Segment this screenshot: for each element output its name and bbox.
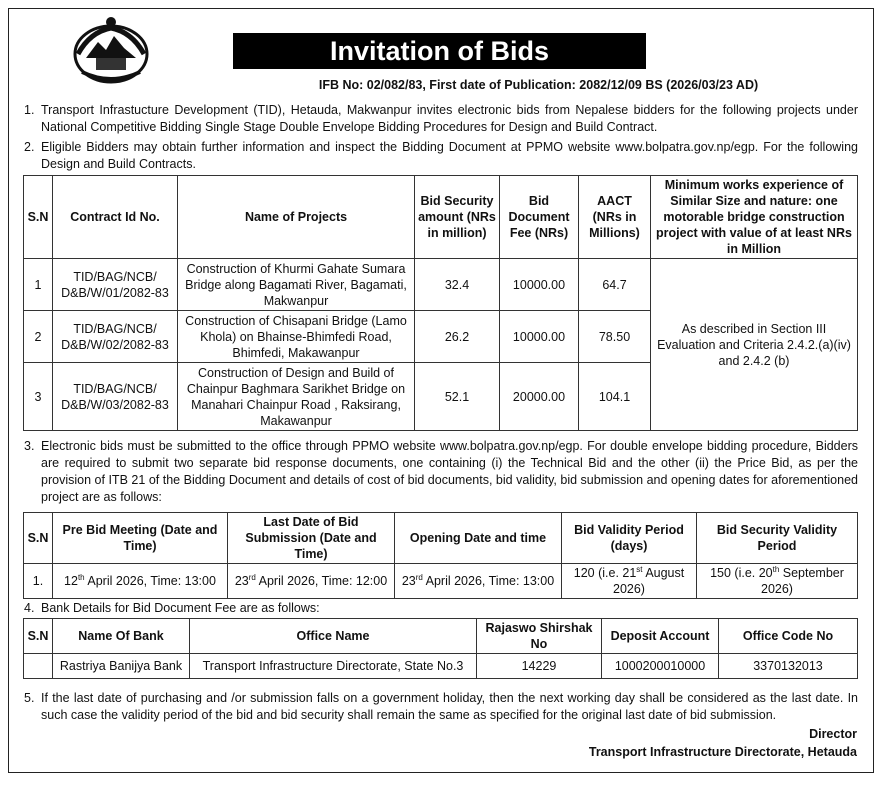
paragraph-1 xyxy=(24,102,858,136)
cell-project-name: Construction of Chisapani Bridge (Lamo Khola) on Bhainse-Bhimfedi Road, Bhimfedi, Makawanpur xyxy=(178,311,415,363)
cell-security: 26.2 xyxy=(415,311,500,363)
cell-security-validity: 150 (i.e. 20th September 2026) xyxy=(697,564,858,599)
nepal-emblem-icon xyxy=(70,14,152,88)
paragraph-text: Transport Infrastucture Development (TID), Hetauda, Makwanpur invites electronic bids from Nepalese bidders for the following projects under National Competitive Bidding Single Stage Double Envelope Bidding Procedures for Design and Build Contract. xyxy=(41,103,858,134)
cell-contract: TID/BAG/NCB/ D&B/W/03/2082-83 xyxy=(53,363,178,431)
paragraph-2 xyxy=(24,139,858,173)
cell-sn: 3 xyxy=(24,363,53,431)
paragraph-number: 4. xyxy=(24,601,35,615)
cell-experience: As described in Section III Evaluation and Criteria 2.4.2.(a)(iv) and 2.4.2 (b) xyxy=(651,259,858,431)
projects-table xyxy=(23,175,858,431)
table-row xyxy=(24,654,858,679)
paragraph-text: If the last date of purchasing and /or submission falls on a government holiday, then the next working day shall be considered as the last date. In such case the validity period of the bid and bid security shall remain the same as specified for the original last date of bid submission. xyxy=(41,691,858,722)
cell-rajaswo: 14229 xyxy=(477,654,602,679)
paragraph-text: Bank Details for Bid Document Fee are as follows: xyxy=(41,601,320,615)
cell-bank: Rastriya Banijya Bank xyxy=(53,654,190,679)
col-header: Office Code No xyxy=(719,619,858,654)
paragraph-text: Electronic bids must be submitted to the office through PPMO website www.bolpatra.gov.np/egp. For double envelope bidding procedure, Bidders are required to submit two separate bid response documents, one containing (i) the Technical Bid and the other (ii) the Price Bid, as per the provision of ITB 21 of the Bidding Document and details of cost of bid documents, bid validity, bid submission and opening dates for aforementioned project are as follows: xyxy=(41,439,858,504)
cell-opening: 23rd April 2026, Time: 13:00 xyxy=(395,564,562,599)
table-row xyxy=(24,564,858,599)
cell-prebid: 12th April 2026, Time: 13:00 xyxy=(53,564,228,599)
cell-office: Transport Infrastructure Directorate, State No.3 xyxy=(190,654,477,679)
col-header: Bid Security amount (NRs in million) xyxy=(415,176,500,259)
paragraph-5 xyxy=(24,690,858,724)
cell-validity: 120 (i.e. 21st August 2026) xyxy=(562,564,697,599)
cell-last-date: 23rd April 2026, Time: 12:00 xyxy=(228,564,395,599)
col-header: AACT (NRs in Millions) xyxy=(579,176,651,259)
cell-fee: 20000.00 xyxy=(500,363,579,431)
cell-sn xyxy=(24,654,53,679)
cell-aact: 78.50 xyxy=(579,311,651,363)
col-header: Name Of Bank xyxy=(53,619,190,654)
col-header: Bid Document Fee (NRs) xyxy=(500,176,579,259)
bank-table xyxy=(23,618,858,679)
cell-contract: TID/BAG/NCB/ D&B/W/01/2082-83 xyxy=(53,259,178,311)
paragraph-number: 5. xyxy=(24,691,35,705)
col-header: Contract Id No. xyxy=(53,176,178,259)
paragraph-number: 1. xyxy=(24,103,35,117)
col-header: Pre Bid Meeting (Date and Time) xyxy=(53,513,228,564)
col-header: Deposit Account xyxy=(602,619,719,654)
cell-account: 1000200010000 xyxy=(602,654,719,679)
signature-title: Director xyxy=(809,727,857,741)
signature-office: Transport Infrastructure Directorate, Hetauda xyxy=(588,745,857,759)
table-row xyxy=(24,259,858,311)
paragraph-number: 3. xyxy=(24,439,35,453)
cell-aact: 104.1 xyxy=(579,363,651,431)
paragraph-3 xyxy=(24,438,858,506)
cell-fee: 10000.00 xyxy=(500,259,579,311)
col-header: Minimum works experience of Similar Size and nature: one motorable bridge construction project with value of at least NRs in Million xyxy=(651,176,858,259)
ifb-line: IFB No: 02/082/83, First date of Publication: 2082/12/09 BS (2026/03/23 AD) xyxy=(318,78,759,92)
cell-fee: 10000.00 xyxy=(500,311,579,363)
dates-table xyxy=(23,512,858,599)
col-header: S.N xyxy=(24,513,53,564)
cell-sn: 1 xyxy=(24,259,53,311)
cell-project-name: Construction of Khurmi Gahate Sumara Bridge along Bagamati River, Bagamati, Makwanpur xyxy=(178,259,415,311)
cell-security: 32.4 xyxy=(415,259,500,311)
col-header: Opening Date and time xyxy=(395,513,562,564)
col-header: Bid Validity Period (days) xyxy=(562,513,697,564)
paragraph-number: 2. xyxy=(24,140,35,154)
cell-sn: 2 xyxy=(24,311,53,363)
paragraph-text: Eligible Bidders may obtain further information and inspect the Bidding Document at PPMO website www.bolpatra.gov.np/egp. For the following Design and Build Contracts. xyxy=(41,140,858,171)
col-header: S.N xyxy=(24,176,53,259)
page-title: Invitation of Bids xyxy=(233,33,646,69)
col-header: Office Name xyxy=(190,619,477,654)
col-header: S.N xyxy=(24,619,53,654)
col-header: Rajaswo Shirshak No xyxy=(477,619,602,654)
col-header: Bid Security Validity Period xyxy=(697,513,858,564)
paragraph-4 xyxy=(24,600,858,617)
cell-contract: TID/BAG/NCB/ D&B/W/02/2082-83 xyxy=(53,311,178,363)
cell-sn: 1. xyxy=(24,564,53,599)
col-header: Last Date of Bid Submission (Date and Time) xyxy=(228,513,395,564)
cell-project-name: Construction of Design and Build of Chainpur Baghmara Sarikhet Bridge on Manahari Chainpur Road , Raksirang, Makawanpur xyxy=(178,363,415,431)
col-header: Name of Projects xyxy=(178,176,415,259)
cell-security: 52.1 xyxy=(415,363,500,431)
cell-aact: 64.7 xyxy=(579,259,651,311)
cell-office-code: 3370132013 xyxy=(719,654,858,679)
